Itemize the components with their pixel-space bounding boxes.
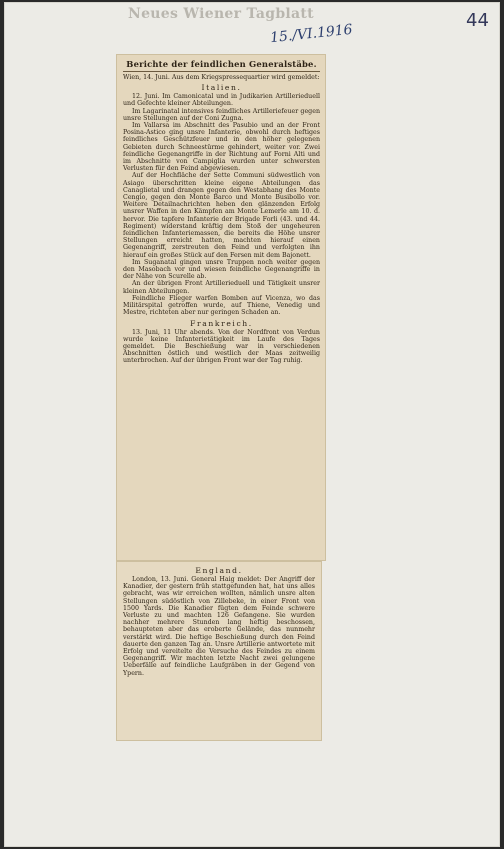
section-heading-italien: Italien. xyxy=(201,83,242,93)
paragraph: London, 13. Juni. General Haig meldet: Der Angriff der Kanadier, der gestern früh stattgefunden hat, hat uns alles gebracht, was wir erreichen wollten, nämlich unsre alten Stellungen südöstlich von Zillebeke, in einer Front von 1500 Yards. Die Kanadier fügten dem Feinde schwere Verluste zu und machten 126 Gefangene. Sie wurden nachher mehrere Stunden lang heftig beschossen, behaupteten aber das eroberte Gelände, das nunmehr verstärkt wird. Die heftige Beschießung durch den Feind dauerte den ganzen Tag an. Unsre Artillerie antwortete mit Erfolg und vereitelte die Versuche des Feindes zu einem Gegenangriff. Wir machten letzte Nacht zwei gelungene Ueberfälle auf feindliche Laufgräben in der Gegend von Ypern. xyxy=(123,576,315,677)
handwritten-date: 15./VI.1916 xyxy=(269,21,354,47)
archive-sheet xyxy=(4,2,500,847)
handwritten-page-number: 44 xyxy=(466,10,489,31)
paragraph: Im Suganatal gingen unsre Truppen noch weiter gegen den Masobach vor und wiesen feindliche Gegenangriffe in der Nähe von Scurelle ab. xyxy=(123,258,320,281)
newspaper-clipping-top xyxy=(117,55,325,560)
newspaper-clipping-bottom xyxy=(117,562,321,740)
paragraph: 12. Juni. Im Camonicatal und in Judikarien Artillerieduell und Gefechte kleiner Abteilungen. xyxy=(123,93,320,108)
article-intro: Wien, 14. Juni. Aus dem Kriegspressequartier wird gemeldet: xyxy=(123,74,320,81)
paragraph: 13. Juni, 11 Uhr abends. Von der Nordfront von Verdun wurde keine Infanterietätigkeit im Laufe des Tages gemeldet. Die Beschießung war in verschiedenen Abschnitten östlich und westlich der Maas zeitweilig unterbrochen. Auf der übrigen Front war der Tag ruhig. xyxy=(123,328,320,365)
paragraph: Auf der Hochfläche der Sette Communi südwestlich von Asiago überschritten kleine eigene Abteilungen das Canaglietal und drangen gegen den Westabhang des Monte Cengio, gegen den Monte Barco und Monte Busibollo vor. Weitere Detailnachrichten heben den glänzenden Erfolg unsrer Waffen in den Kämpfen am Monte Lemerle am 10. d. hervor. Die tapfere Infanterie der Brigade Forli (43. und 44. Regiment) widerstand kräftig dem Stoß der ungeheuren feindlichen Infanteriemassen, die bereits die Höhe unsrer Stellungen erreicht hatten, machten hierauf einen Gegenangriff, zerstreuten den Feind und verfolgten ihn hierauf ein großes Stück auf den Fersen mit dem Bajonett. xyxy=(123,172,320,259)
section-heading-england: England. xyxy=(195,566,243,575)
article-headline: Berichte der feindlichen Generalstäbe. xyxy=(123,59,320,72)
newspaper-masthead: Neues Wiener Tagblatt xyxy=(128,6,314,22)
paragraph: An der übrigen Front Artillerieduell und Tätigkeit unsrer kleinen Abteilungen. xyxy=(123,280,320,295)
paragraph: Im Lagarinatal intensives feindliches Artilleriefeuer gegen unsre Stellungen auf der Coni Zugna. xyxy=(123,107,320,122)
paragraph: Im Vallarsa im Abschnitt des Pasubio und an der Front Posina-Astico ging unsre Infanterie, obwohl durch heftiges feindliches Geschützfeuer und in den höher gelegenen Gebieten durch Schneestürme gehindert, weiter vor. Zwei feindliche Gegenangriffe in der Richtung auf Forni Alti und im Abschnitte von Campiglia wurden unter schwersten Verlusten für den Feind abgewiesen. xyxy=(123,122,320,173)
paragraph: Feindliche Flieger warfen Bomben auf Vicenza, wo das Militärspital getroffen wurde, auf Thiene, Venedig und Mestre, richteten aber nur geringen Schaden an. xyxy=(123,294,320,317)
section-heading-frankreich: Frankreich. xyxy=(190,318,253,328)
